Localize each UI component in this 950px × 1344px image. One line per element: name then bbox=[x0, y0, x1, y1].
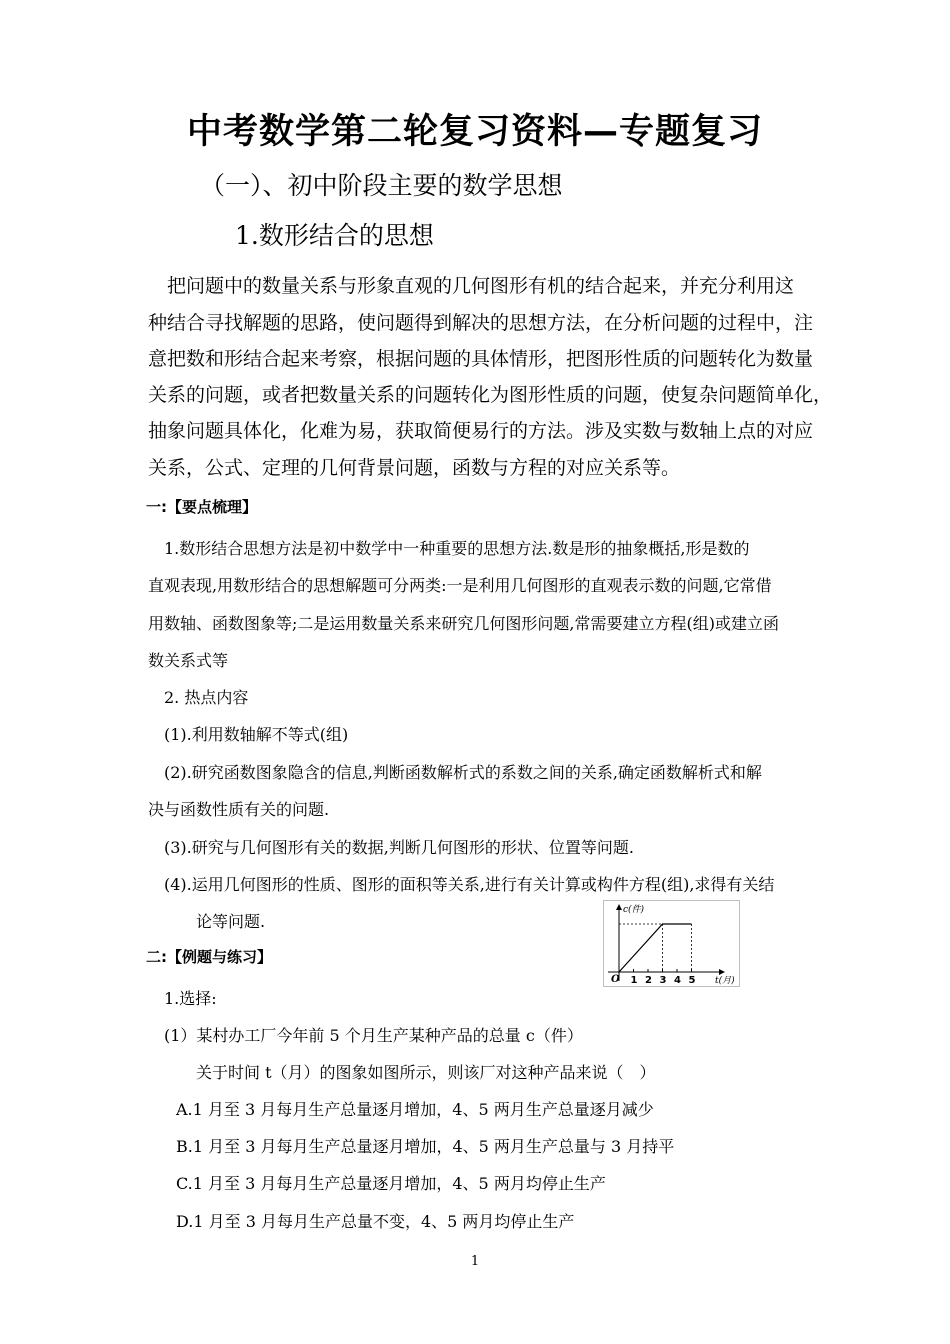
intro-line: 意把数和形结合起来考察，根据问题的具体情形，把图形性质的问题转化为数量 bbox=[148, 348, 814, 370]
x-tick-label: 2 bbox=[645, 975, 652, 986]
text-line: (1).利用数轴解不等式(组) bbox=[148, 725, 349, 744]
chart-svg bbox=[604, 901, 739, 986]
x-tick-label: 3 bbox=[659, 975, 667, 986]
page-title: 中考数学第二轮复习资料—专题复习 bbox=[186, 112, 763, 152]
text-line: (2).研究函数图象隐含的信息,判断函数解析式的系数之间的关系,确定函数解析式和解 bbox=[148, 763, 762, 782]
option-d: D.1 月至 3 月每月生产总量不变，4、5 两月均停止生产 bbox=[176, 1212, 575, 1231]
option-a: A.1 月至 3 月每月生产总量逐月增加，4、5 两月生产总量逐月减少 bbox=[176, 1100, 654, 1119]
text-line: 决与函数性质有关的问题. bbox=[148, 800, 330, 819]
intro-line: 种结合寻找解题的思路，使问题得到解决的思想方法，在分析问题的过程中，注 bbox=[148, 312, 814, 334]
series-line bbox=[619, 924, 692, 972]
intro-line: 抽象问题具体化，化难为易，获取简便易行的方法。涉及实数与数轴上点的对应 bbox=[148, 420, 814, 442]
option-b: B.1 月至 3 月每月生产总量逐月增加，4、5 两月生产总量与 3 月持平 bbox=[176, 1137, 675, 1156]
x-axis-label: t(月) bbox=[715, 976, 735, 986]
page-number: 1 bbox=[470, 1254, 480, 1269]
text-line: (1）某村办工厂今年前 5 个月生产某种产品的总量 c（件） bbox=[148, 1026, 583, 1045]
option-c: C.1 月至 3 月每月生产总量逐月增加，4、5 两月均停止生产 bbox=[176, 1174, 606, 1193]
text-line: 数关系式等 bbox=[148, 651, 229, 670]
text-line: (3).研究与几何图形有关的数据,判断几何图形的形状、位置等问题. bbox=[148, 838, 634, 857]
text-line: 1.数形结合思想方法是初中数学中一种重要的思想方法.数是形的抽象概括,形是数的 bbox=[148, 539, 750, 558]
intro-line: 关系的问题，或者把数量关系的问题转化为图形性质的问题，使复杂问题简单化， bbox=[148, 384, 833, 406]
section1-heading: 一:【要点梳理】 bbox=[146, 498, 257, 516]
x-tick-label: 5 bbox=[688, 975, 696, 986]
origin-label: O bbox=[611, 974, 620, 985]
text-line: (4).运用几何图形的性质、图形的面积等关系,进行有关计算或构件方程(组),求得有关结 bbox=[148, 875, 775, 894]
y-axis-label: c(件) bbox=[623, 905, 645, 915]
text-line: 2. 热点内容 bbox=[148, 688, 249, 707]
intro-line: 关系，公式、定理的几何背景问题，函数与方程的对应关系等。 bbox=[148, 457, 681, 479]
section-heading: （一）、初中阶段主要的数学思想 bbox=[200, 171, 563, 200]
intro-line: 把问题中的数量关系与形象直观的几何图形有机的结合起来，并充分利用这 bbox=[148, 275, 795, 297]
x-tick-label: 4 bbox=[674, 975, 681, 986]
text-line: 论等问题. bbox=[148, 912, 266, 931]
text-line: 关于时间 t（月）的图象如图所示，则该厂对这种产品来说（ ） bbox=[148, 1063, 656, 1082]
production-chart bbox=[603, 900, 740, 987]
text-line: 用数轴、函数图象等;二是运用数量关系来研究几何图形问题,常需要建立方程(组)或建立函 bbox=[148, 614, 779, 633]
section2-heading: 二:【例题与练习】 bbox=[146, 948, 272, 966]
text-line: 直观表现,用数形结合的思想解题可分两类:一是利用几何图形的直观表示数的问题,它常借 bbox=[148, 576, 772, 595]
subsection-heading: 1.数形结合的思想 bbox=[235, 221, 434, 250]
x-tick-label: 1 bbox=[630, 975, 638, 986]
text-line: 1.选择: bbox=[148, 989, 217, 1008]
